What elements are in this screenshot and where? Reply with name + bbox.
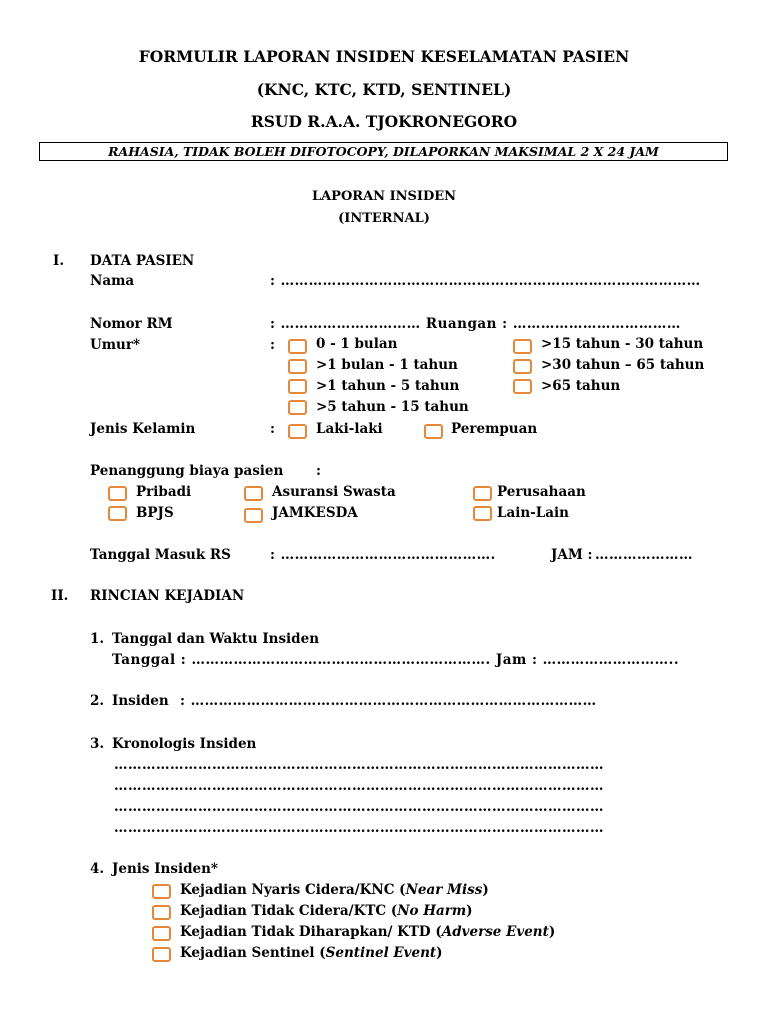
jenis-checkbox-ktc[interactable] [152,905,171,920]
confidential-notice: RAHASIA, TIDAK BOLEH DIFOTOCOPY, DILAPORKAN MAKSIMAL 2 X 24 JAM [39,142,728,161]
payer-checkbox-asuransi[interactable] [244,486,263,501]
nama-field[interactable]: : ……………………………………………………………………………… [270,273,701,289]
jam-masuk-label: JAM : [551,547,593,563]
umur-checkbox-5[interactable] [513,359,532,374]
jenis-insiden-label: Jenis Insiden* [112,861,218,877]
jenis-option-ktc: Kejadian Tidak Cidera/KTC (No Harm) [180,903,473,919]
payer-option-lain: Lain-Lain [497,505,569,521]
payer-option-jamkesda: JAMKESDA [272,505,358,521]
nama-label: Nama [90,273,135,289]
tanggal-masuk-label: Tanggal Masuk RS [90,547,231,563]
umur-option-5: >30 tahun – 65 tahun [541,357,705,373]
item-3-number: 3. [90,736,105,752]
jam-masuk-field[interactable]: ………………… [595,547,693,563]
section-title-rincian: RINCIAN KEJADIAN [90,588,245,604]
payer-checkbox-pribadi[interactable] [108,486,127,501]
payer-checkbox-jamkesda[interactable] [244,508,263,523]
payer-checkbox-perusahaan[interactable] [473,486,492,501]
umur-option-4: >15 tahun - 30 tahun [541,336,704,352]
penanggung-biaya-label: Penanggung biaya pasien [90,463,284,479]
payer-checkbox-lain[interactable] [473,506,492,521]
insiden-label: Insiden [112,693,169,709]
hospital-name: RSUD R.A.A. TJOKRONEGORO [250,112,518,131]
jenis-option-knc: Kejadian Nyaris Cidera/KNC (Near Miss) [180,882,489,898]
nomor-rm-label: Nomor RM [90,316,173,332]
nomor-rm-ruangan-field[interactable]: : ………………………… Ruangan : ……………………………… [270,316,681,332]
item-1-number: 1. [90,631,105,647]
umur-label: Umur* [90,337,141,353]
umur-option-2: >1 tahun - 5 tahun [316,378,460,394]
kronologis-label: Kronologis Insiden [112,736,257,752]
jenis-option-sentinel: Kejadian Sentinel (Sentinel Event) [180,945,443,961]
insiden-field[interactable]: : …………………………………………………………………………… [180,693,597,709]
penanggung-biaya-colon: : [316,463,321,479]
report-title: LAPORAN INSIDEN [311,189,457,204]
kronologis-line-2[interactable]: …………………………………………………………………………………………… [114,778,604,794]
report-type: (INTERNAL) [338,211,430,226]
umur-checkbox-4[interactable] [513,339,532,354]
payer-option-bpjs: BPJS [136,505,174,521]
item-2-number: 2. [90,693,105,709]
payer-option-pribadi: Pribadi [136,484,192,500]
umur-colon: : [270,337,275,353]
jenis-checkbox-sentinel[interactable] [152,947,171,962]
gender-option-male: Laki-laki [316,421,383,437]
kronologis-line-3[interactable]: …………………………………………………………………………………………… [114,799,604,815]
jenis-option-ktd: Kejadian Tidak Diharapkan/ KTD (Adverse Event) [180,924,556,940]
umur-option-6: >65 tahun [541,378,621,394]
umur-checkbox-1[interactable] [288,359,307,374]
tanggal-waktu-label: Tanggal dan Waktu Insiden [112,631,320,647]
umur-checkbox-3[interactable] [288,400,307,415]
tanggal-masuk-field[interactable]: : ………………………………………. [270,547,496,563]
section-number-2: II. [51,588,69,604]
payer-option-asuransi: Asuransi Swasta [272,484,396,500]
umur-option-1: >1 bulan - 1 tahun [316,357,458,373]
section-number-1: I. [53,253,65,269]
form-title: FORMULIR LAPORAN INSIDEN KESELAMATAN PASIEN [138,47,630,66]
payer-option-perusahaan: Perusahaan [497,484,586,500]
umur-checkbox-2[interactable] [288,379,307,394]
jenis-checkbox-ktd[interactable] [152,926,171,941]
jenis-kelamin-colon: : [270,421,275,437]
jenis-kelamin-label: Jenis Kelamin [90,421,196,437]
payer-checkbox-bpjs[interactable] [108,506,127,521]
umur-option-3: >5 tahun - 15 tahun [316,399,469,415]
item-4-number: 4. [90,861,105,877]
section-title-data-pasien: DATA PASIEN [90,253,195,269]
kronologis-line-1[interactable]: …………………………………………………………………………………………… [114,757,604,773]
gender-checkbox-female[interactable] [424,424,443,439]
umur-checkbox-0[interactable] [288,339,307,354]
umur-option-0: 0 - 1 bulan [316,336,398,352]
umur-checkbox-6[interactable] [513,379,532,394]
tanggal-jam-insiden-field[interactable]: Tanggal : ………………………………………………………. Jam : ……………………….. [112,652,680,668]
jenis-checkbox-knc[interactable] [152,884,171,899]
gender-option-female: Perempuan [451,421,538,437]
form-subtitle-types: (KNC, KTC, KTD, SENTINEL) [256,80,512,99]
gender-checkbox-male[interactable] [288,424,307,439]
kronologis-line-4[interactable]: …………………………………………………………………………………………… [114,820,604,836]
